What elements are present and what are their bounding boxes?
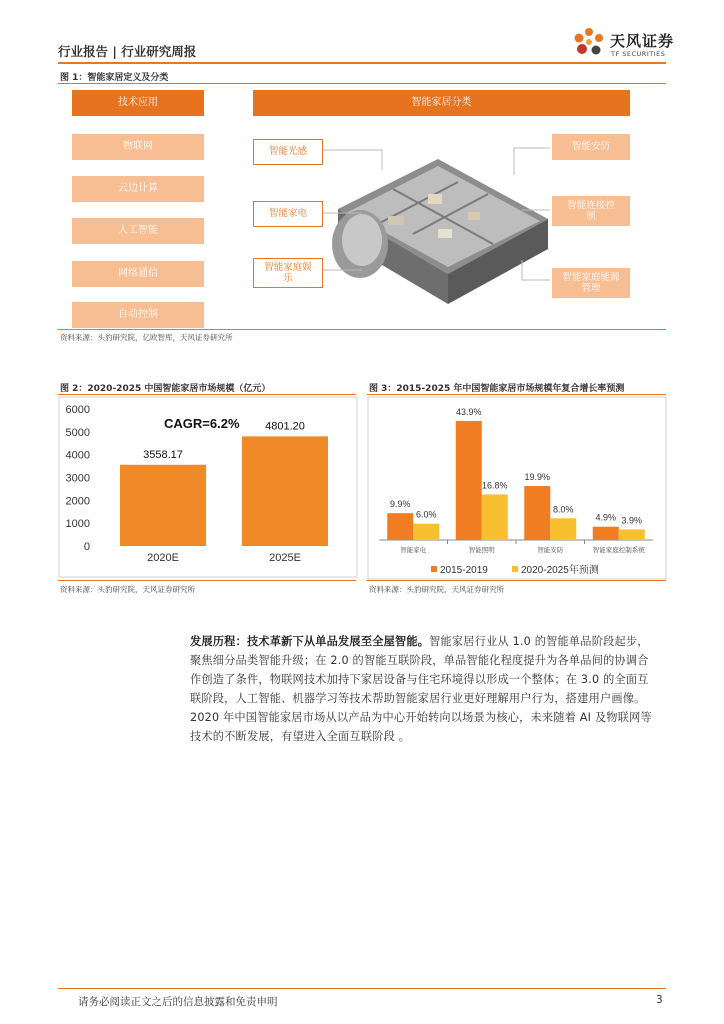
bar-value-label: 4.9% <box>595 512 617 523</box>
body-paragraph <box>190 632 658 746</box>
category-label-left: 智能家庭娱乐 <box>253 258 323 288</box>
figure2-source: 资料来源：头豹研究院，天风证券研究所 <box>60 585 195 594</box>
bar <box>550 518 576 540</box>
y-tick-label: 6000 <box>65 404 90 416</box>
bar <box>242 436 328 546</box>
bar <box>593 527 619 540</box>
figure2-top-rule <box>58 394 356 395</box>
figure1-source: 资料来源：头豹研究院，亿欧智库，天风证券研究所 <box>60 333 233 342</box>
market-size-chart <box>58 396 358 578</box>
bar <box>456 421 482 540</box>
tech-item: 网络通信 <box>72 261 204 287</box>
x-tick-label: 智能照明 <box>468 547 495 554</box>
bar <box>524 486 550 540</box>
bar <box>482 494 508 540</box>
figure1-top-rule <box>58 83 666 84</box>
logo-subtext: TF SECURITIES <box>611 50 666 58</box>
bar <box>413 524 439 540</box>
bar-value-label: 3.9% <box>621 515 643 526</box>
figure3-source: 资料来源：头豹研究院，天风证券研究所 <box>369 585 504 594</box>
x-tick-label: 智能家庭控制系统 <box>592 547 645 554</box>
y-tick-label: 4000 <box>65 449 90 462</box>
footer-disclaimer: 请务必阅读正文之后的信息披露和免责申明 <box>78 996 278 1008</box>
bar-value-label: 43.9% <box>455 406 482 417</box>
report-header-title: 行业报告 | 行业研究周报 <box>58 44 197 59</box>
category-label-right: 智能连接控制 <box>552 196 630 226</box>
tech-item: 物联网 <box>72 134 204 160</box>
bar-value-label: 3558.17 <box>143 448 183 461</box>
legend-label: 2015-2019 <box>440 565 488 576</box>
legend-label: 2020-2025年预测 <box>521 565 599 576</box>
paragraph-lead: 发展历程：技术革新下从单品发展至全屋智能。 <box>190 635 430 648</box>
logo-text: 天风证券 <box>610 32 675 50</box>
y-tick-label: 0 <box>83 541 90 553</box>
growth-rate-chart <box>367 396 667 580</box>
figure3-caption: 图 3：2015-2025 年中国智能家居市场规模年复合增长率预测 <box>369 384 625 394</box>
tech-item: 自动控制 <box>72 302 204 328</box>
figure3-bottom-rule <box>367 580 666 581</box>
footer-divider <box>58 988 666 989</box>
category-label-right: 智能家庭能源管理 <box>552 268 630 298</box>
bar <box>120 465 206 546</box>
category-label-left: 智能家电 <box>253 201 323 227</box>
x-tick-label: 智能家电 <box>400 547 427 554</box>
category-label-right: 智能安防 <box>552 134 630 160</box>
cagr-annotation: CAGR=6.2% <box>164 416 240 431</box>
category-header: 智能家居分类 <box>253 90 630 116</box>
x-tick-label: 2020E <box>147 552 179 564</box>
legend-swatch <box>431 566 437 572</box>
figure1-bottom-rule <box>58 329 666 330</box>
bar-value-label: 19.9% <box>524 472 551 483</box>
figure2-caption: 图 2：2020-2025 中国智能家居市场规模（亿元） <box>60 384 271 394</box>
tech-item: 人工智能 <box>72 218 204 244</box>
legend-swatch <box>512 566 518 572</box>
bar-value-label: 6.0% <box>415 509 437 520</box>
y-tick-label: 5000 <box>65 426 90 439</box>
logo-icon <box>570 26 608 60</box>
tech-item: 云边计算 <box>72 176 204 202</box>
bar-value-label: 16.8% <box>481 480 508 491</box>
category-label-left: 智能光感 <box>253 139 323 165</box>
x-tick-label: 2025E <box>269 552 301 564</box>
x-tick-label: 智能安防 <box>537 547 564 554</box>
bar <box>619 529 645 540</box>
y-tick-label: 1000 <box>65 518 90 531</box>
figure1-caption: 图 1：智能家居定义及分类 <box>60 73 169 83</box>
bar-value-label: 8.0% <box>552 504 574 515</box>
figure2-bottom-rule <box>58 580 356 581</box>
header-divider <box>58 62 666 64</box>
tech-header: 技术应用 <box>72 90 204 116</box>
bar <box>387 513 413 540</box>
bar-value-label: 9.9% <box>389 499 411 510</box>
paragraph-text: 智能家居行业从 1.0 的智能单品阶段起步，聚焦细分品类智能升级；在 2.0 的智能互联阶段，单品智能化程度提升为各单品间的协调合作创造了条件，物联网技术加持下家居设备与住宅环境得以形成一个整体；在 3.0 的全面互联阶段，人工智能、机器学习等技术帮助智能家居行业更好理解用户行为，搭建用户画像。2020 年中国智能家居市场从以产品为中心开始转向以场景为核心，未来随着 AI 及物联网等技术的不断发展，有望进入全面互联阶段 。 <box>190 635 652 743</box>
figure3-top-rule <box>367 394 666 395</box>
y-tick-label: 2000 <box>65 495 90 508</box>
y-tick-label: 3000 <box>65 472 90 485</box>
page-number: 3 <box>656 994 663 1006</box>
bar-value-label: 4801.20 <box>265 420 305 433</box>
